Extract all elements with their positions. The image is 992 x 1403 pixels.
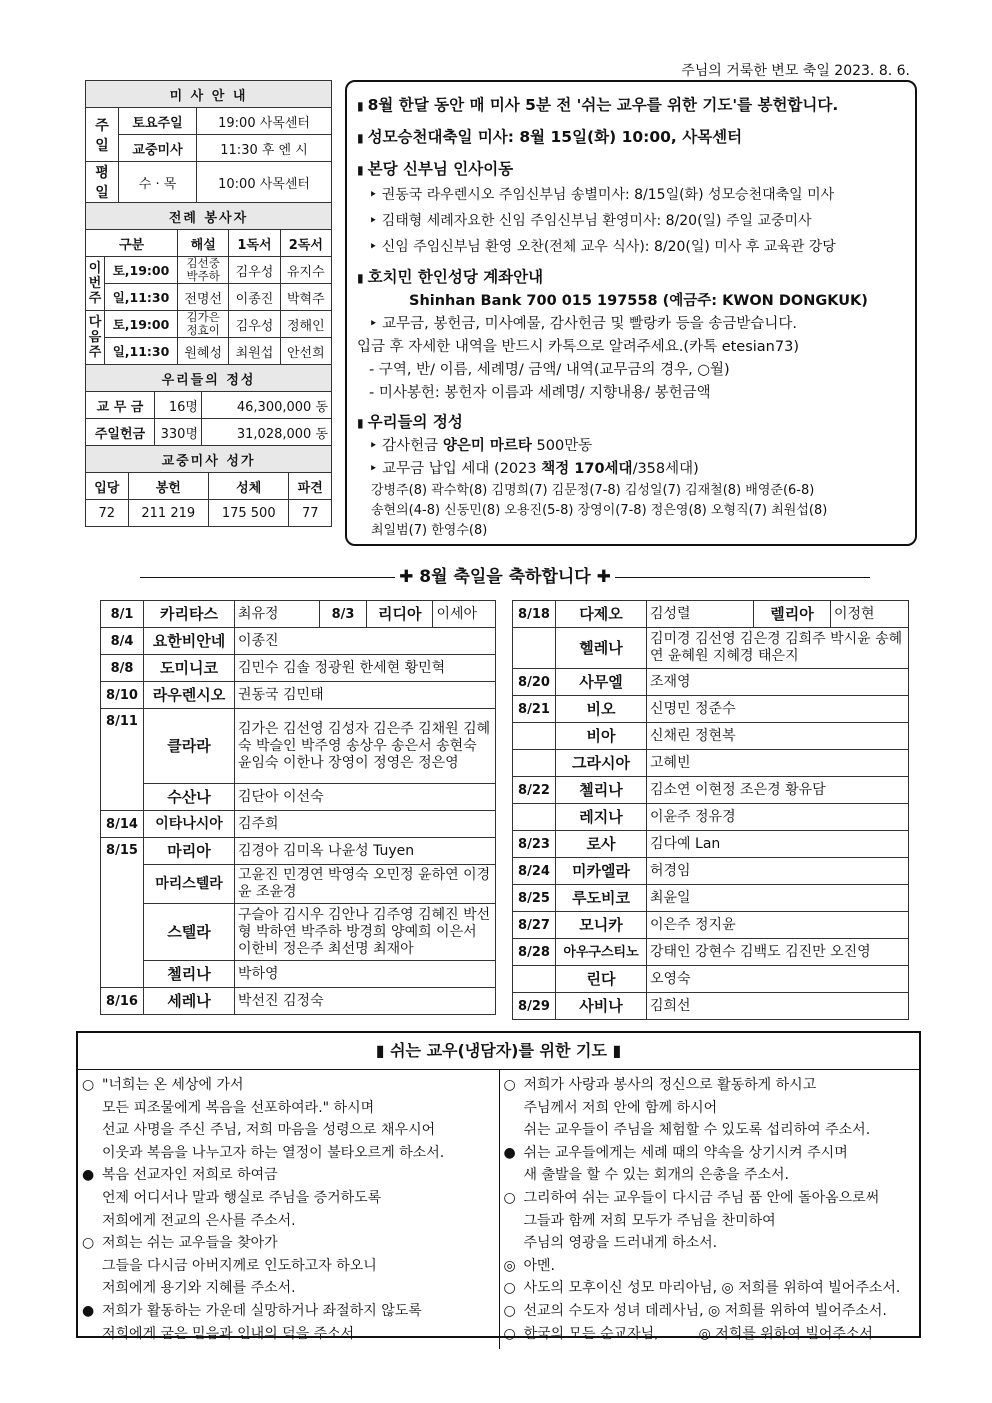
mass-name: 수 · 목 [119,162,197,203]
server-reader2: 안선희 [280,338,331,365]
feast-date: 8/10 [101,682,144,709]
servers-header: 구분 [86,230,178,257]
transfer-line: ‣ 김태형 세례자요한 신임 주임신부님 환영미사: 8/20(일) 주일 교중미사 [369,213,812,229]
saint-name: 레지나 [556,804,647,831]
announcement-heading: ▮ 본당 신부님 인사이동 [357,160,514,178]
offering-count: 330명 [155,419,202,446]
prayer-text: 저희가 사랑과 봉사의 정신으로 활동하게 하시고 [523,1077,817,1093]
saint-name: 루도비코 [556,885,647,912]
prayer-text: 저희에게 용기와 지혜를 주소서. [102,1280,296,1297]
saint-name: 도미니코 [144,655,235,682]
person-names: 김성렬 [647,601,754,627]
week-label: 이번주 [86,257,105,311]
saint-name: 린다 [556,966,647,993]
feast-date [513,723,556,750]
prayer-line [504,1300,916,1323]
saint-name: 스텔라 [144,904,235,961]
offering-title: 우리들의 정성 [86,365,332,392]
person-names: 신명민 정준수 [647,696,909,723]
offering-amount: 31,028,000 동 [202,419,332,446]
feast-date: 8/1 [101,601,144,628]
prayer-line [504,1277,916,1300]
prayer-box [76,1031,921,1342]
mass-time: 11:30 후 엔 시 [197,135,332,162]
person-names: 김민수 김솔 정광원 한세현 황민혁 [235,655,496,682]
prayer-body [78,1070,919,1349]
prayer-line [82,1142,495,1165]
saint-name: 마리스텔라 [144,865,235,904]
prayer-marker: ● [82,1167,95,1184]
feast-date [513,966,556,993]
prayer-text: 그리하여 쉬는 교우들이 다시금 주님 품 안에 돌아옴으로써 [523,1189,880,1206]
prayer-marker: ○ [82,1077,95,1093]
prayer-marker: ○ [503,1302,516,1319]
prayer-text: 쉬는 교우들에게는 세례 때의 약속을 상기시켜 주시며 [523,1144,848,1161]
prayer-text: 사도의 모후이신 성모 마리아님, ◎ 저희를 위하여 빌어주소서. [523,1280,901,1297]
mass-name: 교중미사 [119,135,197,162]
feast-date: 8/18 [513,601,556,628]
server-time: 일,11:30 [105,284,178,311]
prayer-line [82,1232,495,1255]
servers-header: 해설 [178,230,229,257]
saint-name: 요한비안네 [144,628,235,655]
donor-name: 양은미 마르타 [442,438,532,454]
prayer-marker: ○ [503,1325,516,1342]
feast-date: 8/20 [513,669,556,696]
bank-line: 입금 후 자세한 내역을 반드시 카톡으로 알려주세요.(카톡 etesian73) [357,339,799,355]
prayer-text: "너희는 온 세상에 가서 [102,1077,244,1093]
hymn-header: 성체 [208,473,288,500]
prayer-column-right [499,1070,920,1349]
offering-amount: 46,300,000 동 [202,392,332,419]
feast-date [513,750,556,777]
server-reader2: 유지수 [280,257,331,284]
prayer-text: 언제 어디서나 말과 행실로 주님을 증거하도록 [102,1189,382,1206]
header-date: 주님의 거룩한 변모 축일 2023. 8. 6. [681,63,910,79]
saint-name: 이타나시아 [144,811,235,838]
person-names: 김가은 김선영 김성자 김은주 김채원 김혜숙 박슬인 박주영 송상우 송은서 송현숙 윤임숙 이한나 장영이 정영은 정은영 [235,709,496,784]
prayer-line [82,1300,495,1323]
prayer-title: ▮ 쉬는 교우(냉담자)를 위한 기도 ▮ [78,1033,919,1070]
prayer-marker: ○ [503,1077,516,1093]
person-names: 허경임 [647,858,909,885]
saint-name: 비아 [556,723,647,750]
server-reader2: 박혁주 [280,284,331,311]
server-commentator: 전명선 [178,284,229,311]
prayer-text: 한국의 모든 순교자님, ◎ 저희를 위하여 빌어주소서. [523,1325,878,1342]
saint-name: 그라시아 [556,750,647,777]
offering-table [85,364,332,446]
person-names: 신채린 정현복 [647,723,909,750]
person-names: 강태인 강현수 김백도 김진만 오진영 [647,939,909,966]
servers-header: 1독서 [229,230,280,257]
prayer-marker: ● [503,1144,516,1161]
prayer-line [504,1164,916,1187]
saint-name: 세레나 [144,988,235,1015]
feast-date [513,804,556,831]
person-names: 이세아 [436,605,478,622]
feast-table-right [512,600,909,1020]
prayer-text: 복음 선교자인 저희로 하여금 [102,1167,278,1184]
hymn-number: 175 500 [208,500,288,527]
mass-group-sunday: 주일 [86,108,119,162]
prayer-line [82,1187,495,1210]
announcement-heading: ▮ 성모승천대축일 미사: 8월 15일(화) 10:00, 사목센터 [357,128,743,146]
servers-table [85,202,332,365]
feast-date: 8/8 [101,655,144,682]
prayer-text: 그들을 다시금 아버지께로 인도하고자 하오니 [102,1257,377,1274]
gift-line: ‣ 감사헌금 양은미 마르타 500만동 [369,438,593,454]
person-names: 고혜빈 [647,750,909,777]
server-reader1: 김우성 [229,257,280,284]
person-names: 김단아 이선숙 [235,784,496,811]
prayer-text: 모든 피조물에게 복음을 선포하여라." 하시며 [102,1099,375,1116]
mass-name: 토요주일 [119,108,197,135]
left-panel [85,80,332,527]
bank-line: - 구역, 반/ 이름, 세례명/ 금액/ 내역(교무금의 경우, ○월) [369,362,730,378]
prayer-line [504,1232,916,1255]
person-names: 이종진 [235,628,496,655]
prayer-text: 저희에게 전교의 은사를 주소서. [102,1212,296,1229]
prayer-line [504,1255,916,1278]
prayer-marker: ● [82,1302,95,1319]
transfer-line: ‣ 권동국 라우렌시오 주임신부님 송별미사: 8/15일(화) 성모승천대축일 미사 [369,187,835,203]
feast-date: 8/21 [513,696,556,723]
prayer-line [82,1164,495,1187]
feast-date: 8/29 [513,993,556,1020]
prayer-line [504,1142,916,1165]
announcement-heading: ▮ 8월 한달 동안 매 미사 5분 전 '쉬는 교우를 위한 기도'를 봉헌합니다. [357,96,839,114]
prayer-line [82,1210,495,1233]
week-label: 다음주 [86,311,105,365]
prayer-text: 선교 사명을 주신 주님, 저희 마음을 성령으로 채우시어 [102,1122,436,1139]
feast-date: 8/22 [513,777,556,804]
prayer-line [504,1323,916,1346]
mass-guide-title: 미 사 안 내 [86,81,332,108]
offering-count: 16명 [155,392,202,419]
prayer-line [504,1097,916,1120]
server-reader2: 정해인 [280,311,331,338]
feast-table-left [100,600,496,1015]
prayer-text: 그들과 함께 저희 모두가 주님을 찬미하여 [523,1212,776,1229]
feast-date: 8/27 [513,912,556,939]
saint-name: 로사 [556,831,647,858]
feast-date: 8/25 [513,885,556,912]
hymn-number: 211 219 [128,500,208,527]
person-names: 구슬아 김시우 김안나 김주영 김혜진 박선형 박하연 박주하 방경희 양예희 이은서 이한비 정은주 최선명 최재아 [235,904,496,961]
feast-date: 8/3 [320,601,367,627]
saint-name: 수산나 [144,784,235,811]
person-names: 김희선 [647,993,909,1020]
saint-name: 첼리나 [556,777,647,804]
tithe-names: 강병주(8) 곽수학(8) 김명희(7) 김문정(7-8) 김성일(7) 김재철(8) 배영준(6-8) [371,483,815,498]
tithe-names: 최일범(7) 한영수(8) [371,523,488,538]
saint-name: 첼리나 [144,961,235,988]
announcement-heading: ▮ 호치민 한인성당 계좌안내 [357,268,544,286]
transfer-line: ‣ 신임 주임신부님 환영 오찬(전체 교우 식사): 8/20(일) 미사 후 교육관 강당 [369,239,836,255]
saint-name: 미카엘라 [556,858,647,885]
saint-name: 렐리아 [754,601,831,627]
prayer-text: 쉬는 교우들이 주님을 체험할 수 있도록 섭리하여 주소서. [523,1122,871,1139]
person-names: 이은주 정지윤 [647,912,909,939]
saint-name: 리디아 [367,601,433,627]
saint-name: 다제오 [556,601,647,628]
prayer-text: 저희에게 굳은 믿음과 인내의 덕을 주소서. [102,1325,359,1342]
person-names: 조재영 [647,669,909,696]
person-names: 김미경 김선영 김은경 김희주 박시윤 송혜연 윤혜원 지혜경 태은지 [647,628,909,669]
person-names: 김소연 이현정 조은경 황유담 [647,777,909,804]
servers-title: 전례 봉사자 [86,203,332,230]
saint-name: 사비나 [556,993,647,1020]
prayer-text: 이웃과 복음을 나누고자 하는 열정이 불타오르게 하소서. [102,1144,445,1161]
tithe-names: 송현의(4-8) 신동민(8) 오용진(5-8) 장영이(7-8) 정은영(8) 오형직(7) 최원섭(8) [371,503,828,518]
prayer-text: 주님께서 저희 안에 함께 하시어 [523,1099,718,1116]
saint-name: 모니카 [556,912,647,939]
servers-header: 2독서 [280,230,331,257]
bank-line: - 미사봉헌: 봉헌자 이름과 세례명/ 지향내용/ 봉헌금액 [369,385,711,401]
saint-name: 사무엘 [556,669,647,696]
announcement-heading: ▮ 우리들의 정성 [357,413,463,431]
bank-line: ‣ 교무금, 봉헌금, 미사예물, 감사헌금 및 빨랑카 등을 송금받습니다. [369,316,798,332]
person-names: 김주희 [235,811,496,838]
person-names: 고윤진 민경연 박영숙 오민정 윤하연 이경윤 조윤경 [235,865,496,904]
offering-label: 주일헌금 [86,419,155,446]
person-names: 박하영 [235,961,496,988]
prayer-line [504,1210,916,1233]
saint-name: 라우렌시오 [144,682,235,709]
hymn-header: 입당 [86,473,129,500]
feast-date: 8/24 [513,858,556,885]
saint-name: 헬레나 [556,628,647,669]
prayer-marker: ○ [82,1235,95,1252]
feast-date: 8/4 [101,628,144,655]
server-commentator: 김선중 박주하 [178,257,229,284]
bank-account: Shinhan Bank 700 015 197558 (예금주: KWON DONGKUK) [409,293,868,309]
feast-date: 8/16 [101,988,144,1015]
server-time: 토,19:00 [105,257,178,284]
server-time: 토,19:00 [105,311,178,338]
prayer-line [82,1323,495,1346]
prayer-line [504,1074,916,1097]
prayer-text: 저희는 쉬는 교우들을 찾아가 [102,1235,278,1252]
person-names: 이정현 [834,605,875,622]
prayer-line [82,1074,495,1097]
prayer-text: 선교의 수도자 성녀 데레사님, ◎ 저희를 위하여 빌어주소서. [523,1302,887,1319]
prayer-marker: ◎ [503,1257,516,1274]
prayer-line [504,1119,916,1142]
feast-date [513,628,556,669]
prayer-line [82,1255,495,1278]
hymn-header: 파견 [289,473,332,500]
hymn-header: 봉헌 [128,473,208,500]
announcements-box [345,80,917,546]
person-names: 이윤주 정유경 [647,804,909,831]
cross-icon: ✚ [399,567,414,587]
offering-label: 교 무 금 [86,392,155,419]
person-names: 김경아 김미옥 나윤성 Tuyen [235,838,496,865]
person-names: 오영숙 [647,966,909,993]
saint-name: 카리타스 [144,601,235,628]
server-reader1: 김우성 [229,311,280,338]
mass-time: 19:00 사목센터 [197,108,332,135]
person-names: 최유정 [235,601,320,627]
prayer-column-left [78,1070,499,1349]
prayer-line [82,1277,495,1300]
feast-date: 8/11 [101,709,144,811]
hymns-table [85,445,332,527]
feast-date: 8/15 [101,838,144,988]
saint-name: 아우구스티노 [556,939,647,966]
prayer-text: 새 출발을 할 수 있는 회개의 은총을 주소서. [523,1167,790,1184]
prayer-marker: ○ [503,1280,516,1297]
saint-name: 마리아 [144,838,235,865]
prayer-line [82,1097,495,1120]
server-reader1: 이종진 [229,284,280,311]
prayer-text: 아멘. [523,1257,555,1274]
server-reader1: 최원섭 [229,338,280,365]
feast-date: 8/23 [513,831,556,858]
gift-line: ‣ 교무금 납입 세대 (2023 책정 170세대/358세대) [369,461,699,477]
server-commentator: 김가은 정효이 [178,311,229,338]
person-names: 최윤일 [647,885,909,912]
hymn-number: 77 [289,500,332,527]
feast-date: 8/28 [513,939,556,966]
server-time: 일,11:30 [105,338,178,365]
hymn-number: 72 [86,500,129,527]
prayer-text: 저희가 활동하는 가운데 실망하거나 좌절하지 않도록 [102,1302,422,1319]
prayer-line [504,1187,916,1210]
mass-guide-table [85,80,332,203]
hymns-title: 교중미사 성가 [86,446,332,473]
person-names: 권동국 김민태 [235,682,496,709]
person-names: 김다예 Lan [647,831,909,858]
mass-group-weekday: 평일 [86,162,119,203]
feast-title: ✚ 8월 축일을 축하합니다 ✚ [100,562,910,587]
person-names: 박선진 김정숙 [235,988,496,1015]
saint-name: 비오 [556,696,647,723]
prayer-marker: ○ [503,1189,516,1206]
server-commentator: 원혜성 [178,338,229,365]
saint-name: 클라라 [144,709,235,784]
prayer-text: 주님의 영광을 드러내게 하소서. [523,1235,718,1252]
prayer-line [82,1119,495,1142]
cross-icon: ✚ [596,567,611,587]
feast-date: 8/14 [101,811,144,838]
mass-time: 10:00 사목센터 [197,162,332,203]
